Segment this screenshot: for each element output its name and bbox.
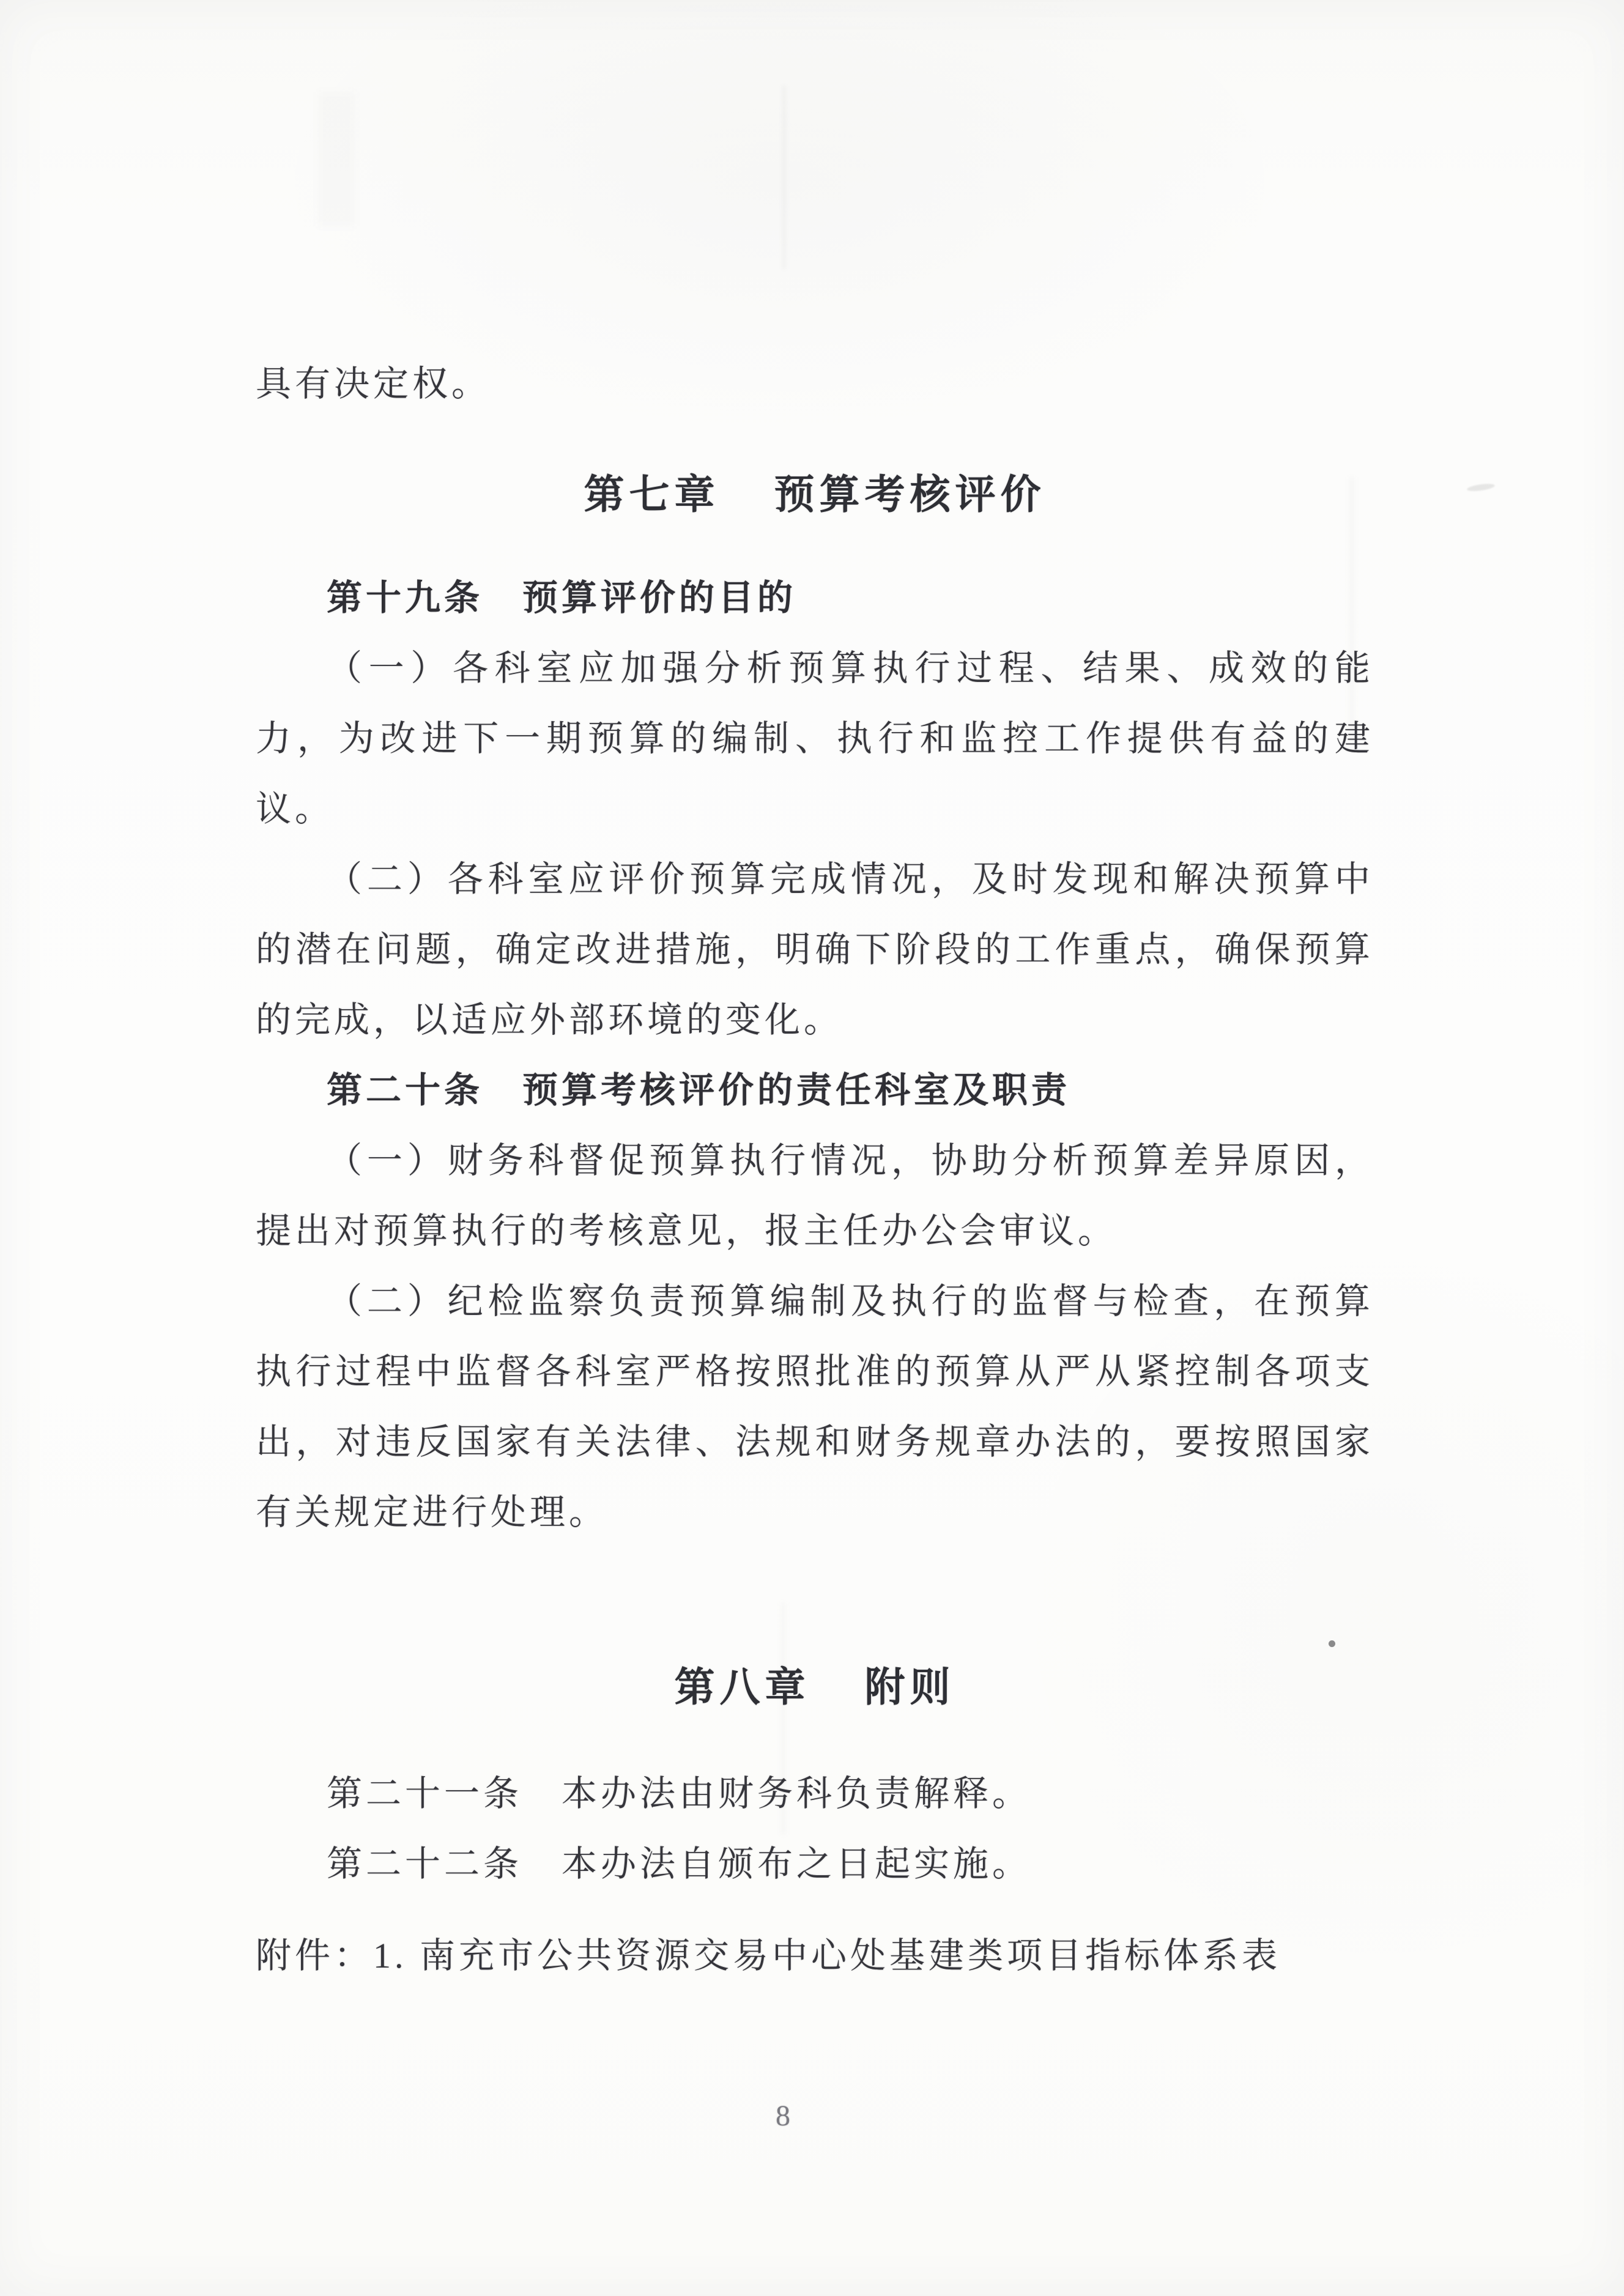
chapter-7-heading xyxy=(256,466,1374,522)
paragraph-item-2: （二）各科室应评价预算完成情况，及时发现和解决预算中的潜在问题，确定改进措施，明确下阶段的工作重点，确保预算的完成，以适应外部环境的变化。 xyxy=(256,859,1374,1040)
paragraph-item-3: （一）财务科督促预算执行情况，协助分析预算差异原因，提出对预算执行的考核意见，报主任办公会审议。 xyxy=(256,1141,1374,1251)
chapter-title: 附则 xyxy=(864,1664,955,1709)
continuation-paragraph: 具有决定权。 xyxy=(256,364,491,404)
scan-artifact-mark xyxy=(1467,483,1496,492)
paragraph-item-4: （二）纪检监察负责预算编制及执行的监督与检查，在预算执行过程中监督各科室严格按照批准的预算从严从紧控制各项支出，对违反国家有关法律、法规和财务规章办法的，要按照国家有关规定进行处理。 xyxy=(256,1281,1374,1532)
paragraph-item-1: （一）各科室应加强分析预算执行过程、结果、成效的能力，为改进下一期预算的编制、执行和监控工作提供有益的建议。 xyxy=(256,648,1374,829)
article-21-line: 第二十一条 本办法由财务科负责解释。 xyxy=(327,1774,1032,1813)
page-number: 8 xyxy=(776,2100,790,2132)
chapter-title: 预算考核评价 xyxy=(774,472,1046,517)
article-19-heading: 第十九条 预算评价的目的 xyxy=(327,578,797,618)
chapter-8-heading xyxy=(256,1659,1374,1715)
chapter-number: 第八章 xyxy=(674,1664,810,1709)
document-body xyxy=(256,0,1374,1991)
chapter-number: 第七章 xyxy=(584,472,720,517)
article-20-heading: 第二十条 预算考核评价的责任科室及职责 xyxy=(327,1070,1071,1110)
article-22-line: 第二十二条 本办法自颁布之日起实施。 xyxy=(327,1844,1032,1884)
attachment-line: 附件：1. 南充市公共资源交易中心处基建类项目指标体系表 xyxy=(256,1936,1281,1976)
